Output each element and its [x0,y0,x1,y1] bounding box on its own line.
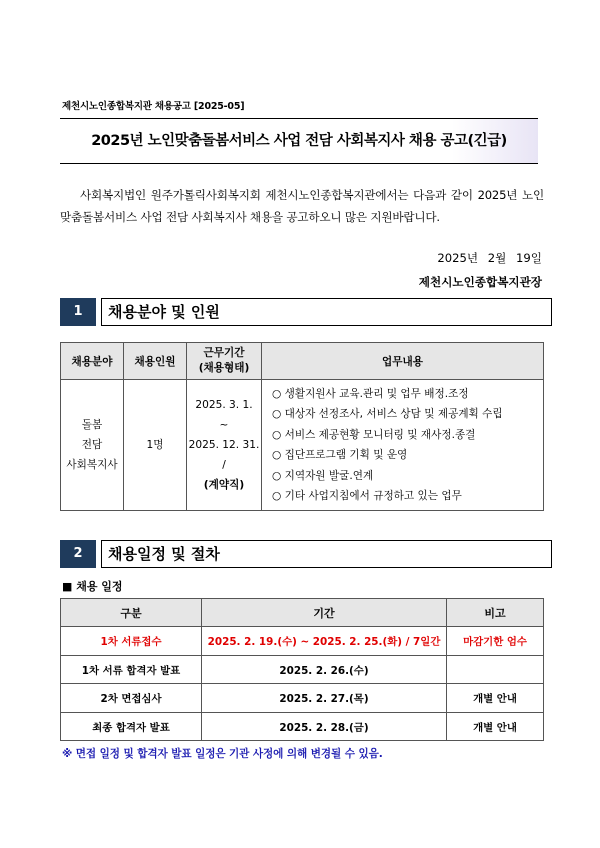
cell-note: 개별 안내 [447,684,544,713]
header-field: 채용분야 [61,343,124,380]
cell-note [447,655,544,684]
cell-period: 2025. 2. 28.(금) [202,712,447,741]
cell-period: 2025. 2. 19.(수) ~ 2025. 2. 25.(화) / 7일간 [202,627,447,656]
table-row [61,627,544,656]
schedule-table [60,598,544,741]
title-banner [60,118,538,164]
header-period: 기간 [202,599,447,627]
page-title: 2025년 노인맞춤돌봄서비스 사업 전담 사회복지사 채용 공고(긴급) [91,133,507,149]
cell-count: 1명 [124,380,187,511]
table-row [61,684,544,713]
header-count: 채용인원 [124,343,187,380]
section-number: 1 [60,298,96,326]
cell-step: 2차 면접심사 [61,684,202,713]
section-2-header [60,540,544,568]
cell-field [61,380,124,511]
header-note: 비고 [447,599,544,627]
intro-text: 사회복지법인 원주가톨릭사회복지회 제천시노인종합복지관에서는 다음과 같이 2025년 노인맞춤돌봄서비스 사업 전담 사회복지사 채용을 공고하오니 많은 지원바랍니다. [60,188,544,224]
field-line: 돌봄 [81,419,103,431]
header-duties: 업무내용 [262,343,544,380]
document-reference: 제천시노인종합복지관 채용공고 [2025-05] [62,101,245,112]
cell-period [187,380,262,511]
table-row [61,655,544,684]
header-period [187,343,262,380]
header-step: 구분 [61,599,202,627]
cell-note: 마감기한 엄수 [447,627,544,656]
duty-item: ○ 대상자 선정조사, 서비스 상담 및 제공계획 수립 [272,408,503,420]
section-1-header [60,298,544,326]
cell-step: 1차 서류접수 [61,627,202,656]
field-line: 전담 [81,439,103,451]
period-line: 2025. 3. 1. [195,399,253,411]
period-line: / [222,459,226,471]
cell-note: 개별 안내 [447,712,544,741]
table-header-row [61,343,544,380]
intro-paragraph [60,184,544,228]
table-header-row [61,599,544,627]
header-period-main: 근무기간 [203,347,245,359]
announcement-date: 2025년 2월 19일 [437,251,542,265]
duty-item: ○ 서비스 제공현황 모니터링 및 재사정.종결 [272,428,476,441]
period-line: (계약직) [203,479,245,491]
duty-item: ○ 지역자원 발굴.연계 [272,469,374,482]
cell-period: 2025. 2. 26.(수) [202,655,447,684]
schedule-subheading: ■ 채용 일정 [62,580,123,593]
section-title: 채용분야 및 인원 [101,298,552,326]
period-line: ~ [219,419,229,431]
cell-step: 최종 합격자 발표 [61,712,202,741]
cell-duties [262,380,544,511]
recruitment-table [60,342,544,511]
table-row [61,712,544,741]
organization-signature: 제천시노인종합복지관장 [418,275,542,289]
cell-period: 2025. 2. 27.(목) [202,684,447,713]
section-title: 채용일정 및 절차 [101,540,552,568]
duty-item: ○ 집단프로그램 기획 및 운영 [272,449,408,461]
table-row [61,380,544,511]
schedule-footnote: ※ 면접 일정 및 합격자 발표 일정은 기관 사정에 의해 변경될 수 있음. [62,748,383,760]
period-line: 2025. 12. 31. [188,439,260,451]
header-period-sub: (채용형태) [198,362,250,374]
section-number: 2 [60,540,96,568]
field-line: 사회복지사 [66,459,118,471]
duty-item: ○ 기타 사업지침에서 규정하고 있는 업무 [272,490,462,502]
duty-item: ○ 생활지원사 교육.관리 및 업무 배정.조정 [272,387,469,400]
cell-step: 1차 서류 합격자 발표 [61,655,202,684]
